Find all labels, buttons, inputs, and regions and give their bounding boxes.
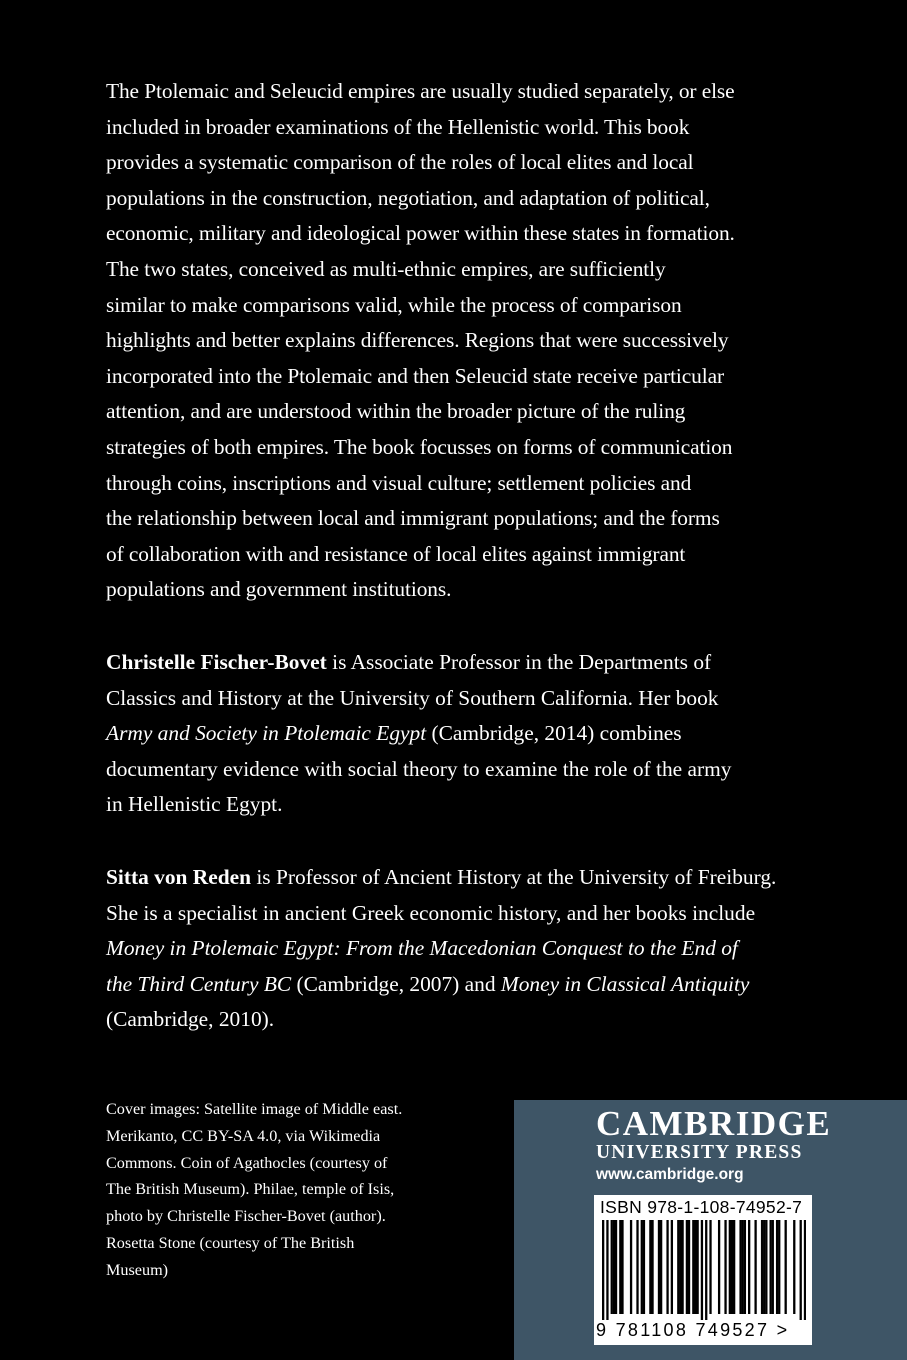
barcode-bar: [765, 1220, 767, 1314]
barcode-bar: [785, 1220, 787, 1314]
barcode-bar: [739, 1220, 741, 1314]
publisher-website: www.cambridge.org: [596, 1166, 744, 1183]
barcode-bar: [658, 1220, 660, 1314]
description-line: the relationship between local and immigrant populations; and the forms: [106, 506, 720, 531]
author-name: Christelle Fischer-Bovet: [106, 650, 327, 674]
barcode-bar: [649, 1220, 651, 1314]
barcode-bar: [630, 1220, 632, 1314]
barcode-bar: [611, 1220, 613, 1314]
barcode-bar: [718, 1220, 720, 1314]
barcode-bar: [619, 1220, 621, 1314]
book-title: the Third Century BC: [106, 971, 292, 996]
author-name: Sitta von Reden: [106, 865, 251, 889]
credit-line: photo by Christelle Fischer-Bovet (author).: [106, 1207, 386, 1226]
barcode-bar: [688, 1220, 690, 1314]
description-line: incorporated into the Ptolemaic and then Seleucid state receive particular: [106, 363, 725, 388]
description-line: of collaboration with and resistance of local elites against immigrant: [106, 541, 686, 566]
credit-line: Cover images: Satellite image of Middle east.: [106, 1100, 403, 1118]
bio-text: is Associate Professor in the Departments of: [326, 650, 712, 674]
barcode-bar: [613, 1220, 615, 1314]
barcode-bar: [701, 1220, 703, 1320]
barcode-bar: [641, 1220, 643, 1314]
barcode-digits: 9 781108 749527 >: [596, 1320, 790, 1340]
description-line: The two states, conceived as multi-ethnic empires, are sufficiently: [106, 256, 666, 281]
bio-text: Classics and History at the University of Southern California. Her book: [106, 685, 719, 710]
credit-line: Merikanto, CC BY-SA 4.0, via Wikimedia: [106, 1126, 381, 1145]
author-bio-von-reden: [106, 860, 806, 1038]
bio-text: is Professor of Ancient History at the University of Freiburg.: [251, 865, 777, 889]
bio-text: She is a specialist in ancient Greek economic history, and her books include: [106, 900, 756, 925]
credit-line: Rosetta Stone (courtesy of The British: [106, 1233, 355, 1252]
barcode-bar: [621, 1220, 623, 1314]
barcode-bar: [744, 1220, 746, 1314]
barcode-bar: [793, 1220, 795, 1314]
barcode-bar: [651, 1220, 653, 1314]
barcode-bar: [733, 1220, 735, 1314]
barcode-bar: [636, 1220, 638, 1314]
barcode-bar: [679, 1220, 681, 1314]
description-line: populations and government institutions.: [106, 577, 452, 602]
barcode-bar: [643, 1220, 645, 1314]
description-line: populations in the construction, negotiation, and adaptation of political,: [106, 185, 710, 210]
description-line: through coins, inscriptions and visual culture; settlement policies and: [106, 470, 692, 495]
barcode-bar: [769, 1220, 771, 1314]
barcode-bar: [681, 1220, 683, 1314]
barcode-bar: [671, 1220, 673, 1314]
publisher-name: CAMBRIDGE: [596, 1104, 832, 1143]
description-line: strategies of both empires. The book focusses on forms of communication: [106, 434, 733, 459]
description-line: provides a systematic comparison of the roles of local elites and local: [106, 150, 694, 175]
description-line: highlights and better explains differences. Regions that were successively: [106, 328, 729, 353]
credit-line: Museum): [106, 1260, 169, 1279]
barcode-bar: [705, 1220, 707, 1320]
barcode-bar: [660, 1220, 662, 1314]
barcode-bar: [666, 1220, 668, 1314]
credit-line: Commons. Coin of Agathocles (courtesy of: [106, 1153, 388, 1172]
bio-text: (Cambridge, 2007) and: [291, 971, 501, 996]
barcode-bar: [696, 1220, 698, 1314]
barcode-bar: [694, 1220, 696, 1314]
bio-text: in Hellenistic Egypt.: [106, 792, 283, 817]
isbn-text: ISBN 978-1-108-74952-7: [600, 1197, 803, 1217]
description-line: similar to make comparisons valid, while the process of comparison: [106, 292, 682, 317]
barcode-bar: [731, 1220, 733, 1314]
description-line: included in broader examinations of the Hellenistic world. This book: [106, 114, 690, 139]
barcode-bar: [772, 1220, 774, 1314]
description-line: attention, and are understood within the broader picture of the ruling: [106, 399, 686, 424]
barcode-bar: [800, 1220, 802, 1320]
barcode-icon: [602, 1220, 806, 1320]
bio-text: documentary evidence with social theory to examine the role of the army: [106, 756, 732, 781]
barcode-bar: [677, 1220, 679, 1314]
book-title: Money in Ptolemaic Egypt: From the Macedonian Conquest to the End of: [106, 936, 738, 961]
barcode-bar: [729, 1220, 731, 1314]
barcode-bar: [615, 1220, 617, 1314]
bio-text: (Cambridge, 2010).: [106, 1007, 275, 1032]
publisher-panel: [514, 1100, 907, 1360]
barcode-label: [594, 1195, 812, 1345]
barcode-bar: [754, 1220, 756, 1314]
barcode-bar: [776, 1220, 778, 1314]
barcode-bar: [763, 1220, 765, 1314]
barcode-bar: [686, 1220, 688, 1314]
book-title: Money in Classical Antiquity: [500, 971, 750, 996]
book-title: Army and Society in Ptolemaic Egypt: [106, 721, 427, 746]
cover-image-credits: [106, 1096, 446, 1284]
barcode-bar: [742, 1220, 744, 1314]
barcode-bar: [761, 1220, 763, 1314]
barcode-bar: [692, 1220, 694, 1314]
barcode-bar: [748, 1220, 750, 1314]
credit-line: The British Museum). Philae, temple of Isis,: [106, 1180, 395, 1199]
author-bio-fischer-bovet: [106, 645, 806, 823]
barcode-bar: [778, 1220, 780, 1314]
description-line: economic, military and ideological power within these states in formation.: [106, 221, 735, 246]
barcode-bar: [709, 1220, 711, 1314]
description-line: The Ptolemaic and Seleucid empires are usually studied separately, or else: [106, 79, 735, 103]
book-description: [106, 74, 806, 608]
publisher-subtitle: UNIVERSITY PRESS: [596, 1142, 803, 1163]
barcode-bar: [606, 1220, 608, 1320]
barcode-bar: [804, 1220, 806, 1320]
bio-text: (Cambridge, 2014) combines: [426, 721, 682, 746]
barcode-bar: [602, 1220, 604, 1320]
barcode-bar: [724, 1220, 726, 1314]
